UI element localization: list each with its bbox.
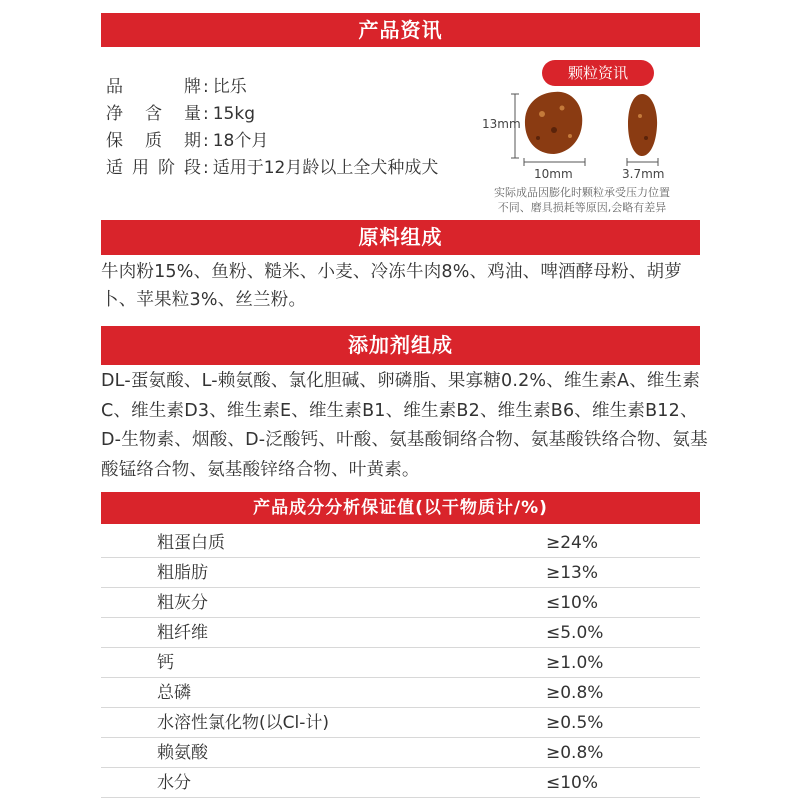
info-separator: : (203, 158, 209, 178)
ingredients-header: 原料组成 (101, 220, 700, 255)
analysis-table (101, 528, 700, 798)
table-row (101, 678, 700, 708)
nutrient-value: ≥0.8% (546, 683, 604, 703)
table-row (101, 738, 700, 768)
kibble-speckle (551, 127, 557, 133)
nutrient-value: ≥1.0% (546, 653, 604, 673)
table-row (101, 648, 700, 678)
kibble-speckle (560, 106, 565, 111)
kibble-speckle (644, 136, 648, 140)
additives-text: DL-蛋氨酸、L-赖氨酸、氯化胆碱、卵磷脂、果寡糖0.2%、维生素A、维生素C、维生素D3、维生素E、维生素B1、维生素B2、维生素B6、维生素B12、D-生物素、烟酸、D-泛酸钙、叶酸、氨基酸铜络合物、氨基酸铁络合物、氨基酸锰络合物、氨基酸锌络合物、叶黄素。 (101, 371, 708, 480)
info-separator: : (203, 131, 209, 151)
kibble-note-line: 实际成品因膨化时颗粒承受压力位置 (494, 186, 670, 199)
info-separator: : (203, 104, 209, 124)
table-row (101, 528, 700, 558)
nutrient-name: 粗蛋白质 (157, 533, 225, 553)
table-row (101, 588, 700, 618)
table-row (101, 768, 700, 798)
info-label: 品牌 (106, 77, 201, 97)
nutrient-name: 总磷 (157, 683, 191, 703)
kibble-front-shape (525, 92, 582, 154)
table-row (101, 558, 700, 588)
kibble-note (462, 185, 702, 215)
info-separator: : (203, 77, 209, 97)
info-label: 保质期 (106, 131, 201, 151)
product-info-list (106, 74, 438, 182)
nutrient-value: ≥0.8% (546, 743, 604, 763)
info-value: 18个月 (212, 131, 269, 151)
additives-header: 添加剂组成 (101, 326, 700, 365)
info-label: 适用阶段 (106, 158, 201, 178)
info-value: 适用于12月龄以上全犬种成犬 (212, 158, 439, 178)
info-row-shelf-life (106, 128, 438, 155)
analysis-header: 产品成分分析保证值(以干物质计/%) (101, 492, 700, 524)
kibble-illustration (462, 86, 702, 186)
table-row (101, 708, 700, 738)
nutrient-name: 赖氨酸 (157, 743, 208, 763)
product-info-header: 产品资讯 (101, 13, 700, 47)
nutrient-name: 水分 (157, 773, 191, 793)
info-value: 15kg (212, 104, 256, 124)
kibble-speckle (568, 134, 572, 138)
width-label: 10mm (534, 167, 573, 181)
kibble-speckle (539, 111, 545, 117)
nutrient-value: ≤10% (546, 773, 599, 793)
nutrient-name: 粗纤维 (157, 623, 208, 643)
kibble-side-shape (628, 94, 657, 156)
nutrient-value: ≤10% (546, 593, 599, 613)
nutrient-name: 粗灰分 (157, 593, 208, 613)
nutrient-name: 粗脂肪 (157, 563, 208, 583)
info-row-brand (106, 74, 438, 101)
nutrient-name: 钙 (157, 653, 174, 673)
kibble-info (462, 60, 702, 220)
info-label: 净含量 (106, 104, 201, 124)
nutrient-value: ≥13% (546, 563, 599, 583)
kibble-info-badge: 颗粒资讯 (542, 60, 654, 86)
ingredients-text: 牛肉粉15%、鱼粉、糙米、小麦、冷冻牛肉8%、鸡油、啤酒酵母粉、胡萝卜、苹果粒3%、丝兰粉。 (101, 262, 682, 310)
nutrient-value: ≤5.0% (546, 623, 604, 643)
height-label: 13mm (482, 117, 521, 131)
nutrient-name: 水溶性氯化物(以Cl-计) (157, 713, 329, 733)
nutrient-value: ≥24% (546, 533, 599, 553)
thickness-label: 3.7mm (622, 167, 665, 181)
info-value: 比乐 (212, 77, 247, 97)
kibble-speckle (638, 114, 642, 118)
kibble-note-line: 不同、磨具损耗等原因,会略有差异 (497, 201, 667, 214)
nutrient-value: ≥0.5% (546, 713, 604, 733)
info-row-net-weight (106, 101, 438, 128)
info-row-stage (106, 155, 438, 182)
table-row (101, 618, 700, 648)
kibble-speckle (536, 136, 540, 140)
